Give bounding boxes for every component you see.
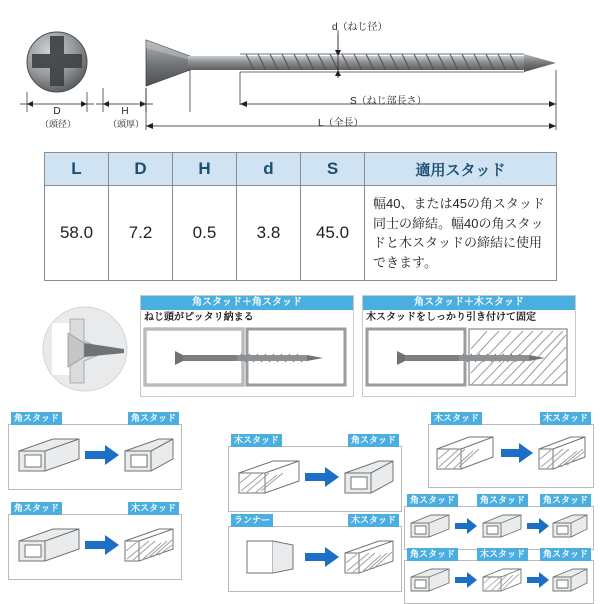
combo-square-to-square — [8, 413, 182, 490]
screw-head-front-view — [27, 32, 87, 92]
combo7-mid-label: 木スタッド — [477, 548, 528, 561]
combo-runner-to-wood — [228, 515, 402, 592]
panel-1-figure — [141, 325, 353, 391]
panel-1-subtitle: ねじ頭がピッタリ納まる — [144, 312, 254, 323]
dim-label-L: L（全長） — [318, 118, 364, 129]
cell-description: 幅40、または45の角スタッド同士の締結。幅40の角スタッドと木スタッドの締結に使用できます。 — [365, 186, 557, 281]
combo7-left-label: 角スタッド — [407, 548, 458, 561]
screw-side-view — [146, 40, 556, 86]
dim-label-D: D （頭径） — [40, 106, 77, 129]
panel-1-title: 角スタッド＋角スタッド — [141, 296, 353, 310]
combo-wood-to-wood — [428, 413, 594, 488]
combo6-right-label: 角スタッド — [540, 494, 591, 507]
col-header-L: L — [45, 153, 109, 186]
col-header-D: D — [109, 153, 173, 186]
combo2-left-label: 角スタッド — [11, 502, 62, 515]
combo6-mid-label: 角スタッド — [477, 494, 528, 507]
dimension-lines — [20, 30, 556, 130]
combo5-left-label: 木スタッド — [431, 412, 482, 425]
combo-square-wood-square — [404, 549, 594, 604]
combo2-right-label: 木スタッド — [128, 502, 179, 515]
panel-square-wood — [362, 295, 576, 397]
application-combinations — [0, 410, 600, 600]
combo-square-square-square — [404, 495, 594, 550]
installation-illustrations — [0, 295, 600, 405]
combo-wood-to-square — [228, 435, 402, 512]
dim-label-H: H （頭厚） — [108, 106, 145, 129]
panel-2-figure — [363, 325, 575, 391]
head-detail-closeup — [40, 299, 130, 399]
spec-table — [44, 152, 557, 281]
screw-technical-drawing — [0, 0, 600, 148]
table-header-row — [45, 153, 557, 186]
combo5-right-label: 木スタッド — [540, 412, 591, 425]
drawing-svg — [0, 0, 600, 148]
combo-square-to-wood — [8, 503, 182, 580]
combo3-right-label: 角スタッド — [348, 434, 399, 447]
dim-label-S: S（ねじ部長さ） — [350, 96, 427, 107]
panel-square-square — [140, 295, 354, 397]
combo1-left-label: 角スタッド — [11, 412, 62, 425]
table-row — [45, 186, 557, 281]
dim-label-d: d（ねじ径） — [332, 22, 388, 33]
panel-2-subtitle: 木スタッドをしっかり引き付けて固定 — [366, 312, 536, 323]
panel-2-title: 角スタッド＋木スタッド — [363, 296, 575, 310]
combo6-left-label: 角スタッド — [407, 494, 458, 507]
cell-d: 3.8 — [237, 186, 301, 281]
cell-S: 45.0 — [301, 186, 365, 281]
cell-L: 58.0 — [45, 186, 109, 281]
cell-D: 7.2 — [109, 186, 173, 281]
col-header-d: d — [237, 153, 301, 186]
col-header-stud: 適用スタッド — [365, 153, 557, 186]
col-header-H: H — [173, 153, 237, 186]
combo4-right-label: 木スタッド — [348, 514, 399, 527]
combo7-right-label: 角スタッド — [540, 548, 591, 561]
col-header-S: S — [301, 153, 365, 186]
combo3-left-label: 木スタッド — [231, 434, 282, 447]
cell-H: 0.5 — [173, 186, 237, 281]
combo1-right-label: 角スタッド — [128, 412, 179, 425]
combo4-left-label: ランナー — [231, 514, 273, 527]
